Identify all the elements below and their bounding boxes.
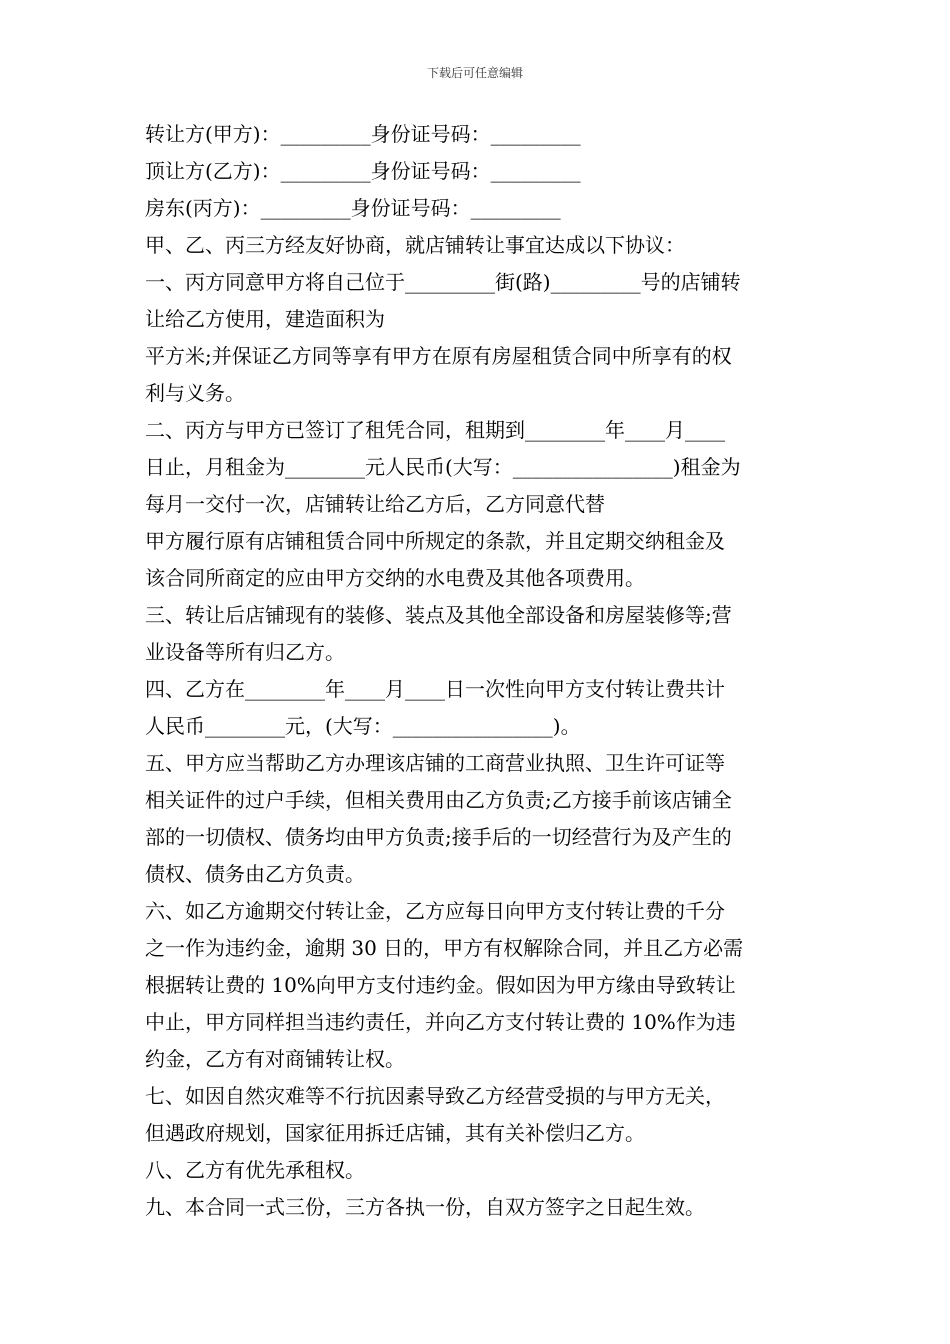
text-line: 业设备等所有归乙方。 [145,640,345,664]
text-line: 之一作为违约金，逾期 30 日的，甲方有权解除合同，并且乙方必需 [145,936,744,960]
text-line: 平方米;并保证乙方同等享有甲方在原有房屋租赁合同中所享有的权 [145,344,732,368]
text-line: 但遇政府规划，国家征用拆迁店铺，其有关补偿归乙方。 [145,1121,645,1145]
text-line: 甲方履行原有店铺租赁合同中所规定的条款，并且定期交纳租金及 [145,529,725,553]
text-line: 约金，乙方有对商铺转让权。 [145,1047,405,1071]
text-line: 利与义务。 [145,381,245,405]
text-line: 房东(丙方)：_________身份证号码：_________ [145,196,561,220]
text-line: 九、本合同一式三份，三方各执一份，自双方签字之日起生效。 [145,1195,705,1219]
text-line: 部的一切债权、债务均由甲方负责;接手后的一切经营行为及产生的 [145,825,732,849]
text-line: 甲、乙、丙三方经友好协商，就店铺转让事宜达成以下协议： [145,233,685,257]
text-line: 相关证件的过户手续，但相关费用由乙方负责;乙方接手前该店铺全 [145,788,732,812]
text-line: 五、甲方应当帮助乙方办理该店铺的工商营业执照、卫生许可证等 [145,751,725,775]
contract-body [145,116,815,1226]
text-line: 每月一交付一次，店铺转让给乙方后，乙方同意代替 [145,492,605,516]
text-line: 让给乙方使用，建造面积为 [145,307,385,331]
text-line: 八、乙方有优先承租权。 [145,1158,365,1182]
text-line: 转让方(甲方)：_________身份证号码：_________ [145,122,581,146]
text-line: 顶让方(乙方)：_________身份证号码：_________ [145,159,581,183]
text-line: 四、乙方在________年____月____日一次性向甲方支付转让费共计 [145,677,725,701]
text-line: 该合同所商定的应由甲方交纳的水电费及其他各项费用。 [145,566,645,590]
text-line: 六、如乙方逾期交付转让金，乙方应每日向甲方支付转让费的千分 [145,899,725,923]
text-line: 二、丙方与甲方已签订了租凭合同，租期到________年____月____ [145,418,725,442]
text-line: 三、转让后店铺现有的装修、装点及其他全部设备和房屋装修等;营 [145,603,732,627]
text-line: 根据转让费的 10%向甲方支付违约金。假如因为甲方缘由导致转让 [145,973,736,997]
text-line: 日止，月租金为________元人民币(大写：________________)租金为 [145,455,741,479]
text-line: 人民币________元，(大写：________________)。 [145,714,581,738]
text-line: 债权、债务由乙方负责。 [145,862,365,886]
text-line: 中止，甲方同样担当违约责任，并向乙方支付转让费的 10%作为违 [145,1010,736,1034]
text-line: 七、如因自然灾难等不行抗因素导致乙方经营受损的与甲方无关， [145,1084,725,1108]
header-note: 下载后可任意编辑 [426,66,523,80]
text-line: 一、丙方同意甲方将自己位于_________街(路)_________号的店铺转 [145,270,741,294]
